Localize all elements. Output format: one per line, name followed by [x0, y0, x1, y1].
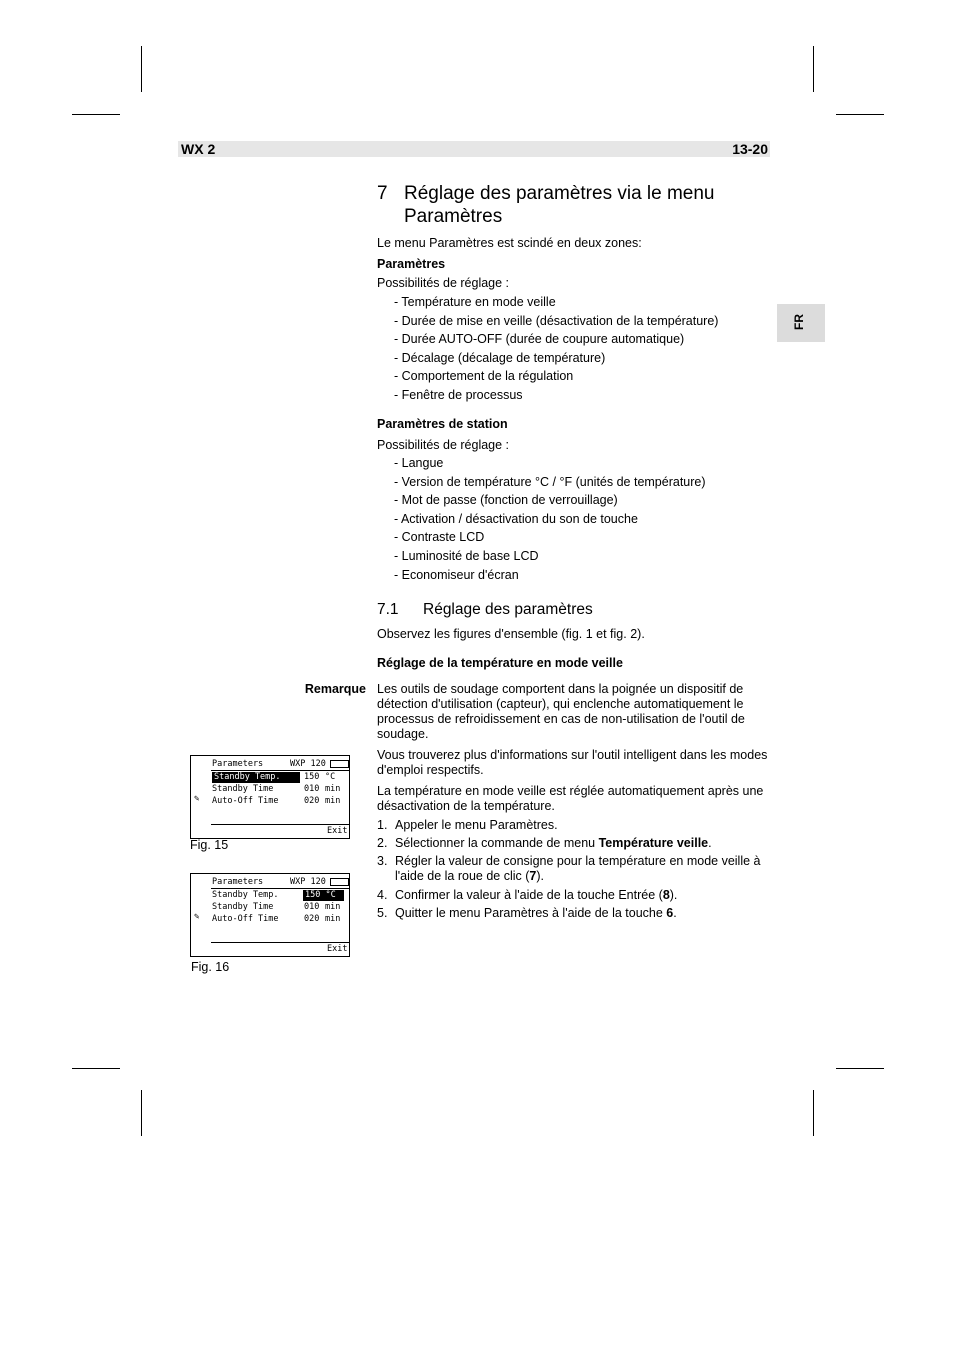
header-product: WX 2	[181, 141, 216, 157]
remark-label: Remarque	[304, 682, 366, 696]
header-bar	[178, 141, 770, 157]
battery-icon	[330, 760, 349, 768]
lcd-title: Parameters	[212, 759, 264, 769]
list-item: - Economiseur d'écran	[394, 567, 519, 582]
step-text: Confirmer la valeur à l'aide de la touche Entrée (	[395, 888, 663, 902]
lcd-exit-label: Exit	[327, 826, 348, 836]
lcd-divider	[211, 888, 349, 889]
list-item: - Langue	[394, 456, 444, 470]
step-text: ).	[669, 888, 678, 902]
lcd-row-label: Auto-Off Time	[212, 914, 279, 924]
lcd-row-label: Standby Temp.	[212, 890, 279, 900]
lcd-divider	[211, 942, 349, 943]
station-heading: Paramètres de station	[377, 417, 508, 431]
paragraph: Vous trouverez plus d'informations sur l'outil intelligent dans les modes d'emploi respectifs.	[377, 748, 768, 777]
station-list	[394, 454, 706, 584]
lcd-screen-fig15	[190, 755, 350, 839]
paragraph: Les outils de soudage comportent dans la poignée un dispositif de détection d'utilisation (capteur), qui enclenche automatiquement le processus de refroidissement en cas de non-utilisation de l'outil de soudage.	[377, 682, 745, 741]
crop-mark	[836, 114, 884, 115]
lcd-device: WXP 120	[290, 759, 326, 769]
step-bold: Température veille	[598, 836, 709, 850]
lcd-divider	[211, 770, 349, 771]
step-number: 4.	[377, 888, 388, 902]
battery-icon	[330, 878, 349, 886]
step-text: ).	[536, 869, 544, 883]
crop-mark	[141, 1090, 142, 1136]
header-page-number: 13-20	[732, 141, 768, 157]
crop-mark	[813, 46, 814, 92]
step-item	[377, 818, 769, 833]
lcd-row-unit: min	[325, 796, 341, 806]
lcd-row-value: 150	[304, 772, 320, 782]
intro-text: Le menu Paramètres est scindé en deux zones:	[377, 236, 642, 250]
crop-mark	[72, 114, 120, 115]
step-number: 3.	[377, 854, 388, 868]
section-title-line2: Paramètres	[404, 206, 503, 227]
lcd-row-value: 020	[304, 796, 320, 806]
lcd-row-unit: °C	[325, 890, 336, 900]
section-number: 7	[377, 183, 388, 204]
steps-list	[377, 818, 769, 921]
station-lead: Possibilités de réglage :	[377, 438, 510, 452]
lcd-divider	[211, 824, 349, 825]
lcd-row-label-selected: Standby Temp.	[212, 772, 300, 783]
step-number: 5.	[377, 906, 388, 920]
lcd-row-unit: min	[325, 902, 341, 912]
step-text: Appeler le menu Paramètres.	[395, 818, 558, 832]
lcd-screen-fig16	[190, 873, 350, 957]
language-tab	[777, 304, 825, 342]
standby-heading: Réglage de la température en mode veille	[377, 656, 623, 670]
step-text: .	[708, 836, 712, 850]
step-text: .	[673, 906, 677, 920]
lcd-row-unit: min	[325, 914, 341, 924]
lcd-row-label: Standby Time	[212, 784, 274, 794]
list-item: - Activation / désactivation du son de touche	[394, 511, 638, 526]
overview-text: Observez les figures d'ensemble (fig. 1 et fig. 2).	[377, 627, 645, 641]
list-item: - Contraste LCD	[394, 530, 485, 545]
lcd-row-value: 010	[304, 784, 320, 794]
list-item: - Comportement de la régulation	[394, 369, 574, 384]
section-title	[404, 182, 764, 228]
step-item	[377, 906, 769, 921]
lcd-row-value: 150	[305, 890, 321, 900]
lcd-row-value: 010	[304, 902, 320, 912]
step-item	[377, 854, 769, 884]
params-list	[394, 293, 718, 405]
lcd-title: Parameters	[212, 877, 264, 887]
step-number: 1.	[377, 818, 388, 832]
crop-mark	[72, 1068, 120, 1069]
section-title-line1: Réglage des paramètres via le menu	[404, 183, 715, 204]
list-item: - Décalage (décalage de température)	[394, 350, 606, 365]
step-bold: 8	[662, 888, 670, 902]
figure-caption: Fig. 16	[191, 960, 230, 974]
step-item	[377, 836, 769, 851]
step-text: Régler la valeur de consigne pour la température en mode veille à l'aide de la roue de clic (	[395, 854, 761, 883]
step-text: Sélectionner la commande de menu	[395, 836, 599, 850]
params-heading: Paramètres	[377, 257, 446, 271]
step-item	[377, 888, 769, 903]
lcd-row-value: 020	[304, 914, 320, 924]
lcd-value-selected	[303, 890, 344, 901]
subsection-number: 7.1	[377, 601, 399, 618]
list-item: - Durée AUTO-OFF (durée de coupure automatique)	[394, 332, 685, 347]
soldering-iron-icon: ✎	[194, 794, 200, 804]
lcd-exit-label: Exit	[327, 944, 348, 954]
list-item: - Durée de mise en veille (désactivation de la température)	[394, 313, 719, 328]
lcd-row-unit: min	[325, 784, 341, 794]
figure-caption: Fig. 15	[190, 838, 229, 852]
crop-mark	[141, 46, 142, 92]
soldering-iron-icon: ✎	[194, 912, 200, 922]
paragraph: La température en mode veille est réglée automatiquement après une désactivation de la température.	[377, 784, 764, 813]
lcd-device: WXP 120	[290, 877, 326, 887]
step-number: 2.	[377, 836, 388, 850]
list-item: - Luminosité de base LCD	[394, 548, 539, 563]
lcd-row-unit: °C	[325, 772, 336, 782]
lcd-row-label: Auto-Off Time	[212, 796, 279, 806]
list-item: - Version de température °C / °F (unités de température)	[394, 474, 706, 489]
list-item: - Température en mode veille	[394, 295, 556, 309]
step-bold: 7	[529, 869, 537, 883]
step-text: Quitter le menu Paramètres à l'aide de la touche	[395, 906, 667, 920]
crop-mark	[836, 1068, 884, 1069]
params-lead: Possibilités de réglage :	[377, 276, 510, 290]
list-item: - Fenêtre de processus	[394, 387, 523, 402]
lcd-row-label: Standby Time	[212, 902, 274, 912]
step-bold: 6	[666, 906, 674, 920]
list-item: - Mot de passe (fonction de verrouillage)	[394, 493, 618, 508]
subsection-title: Réglage des paramètres	[423, 601, 593, 618]
crop-mark	[813, 1090, 814, 1136]
language-tab-label: FR	[792, 314, 806, 330]
